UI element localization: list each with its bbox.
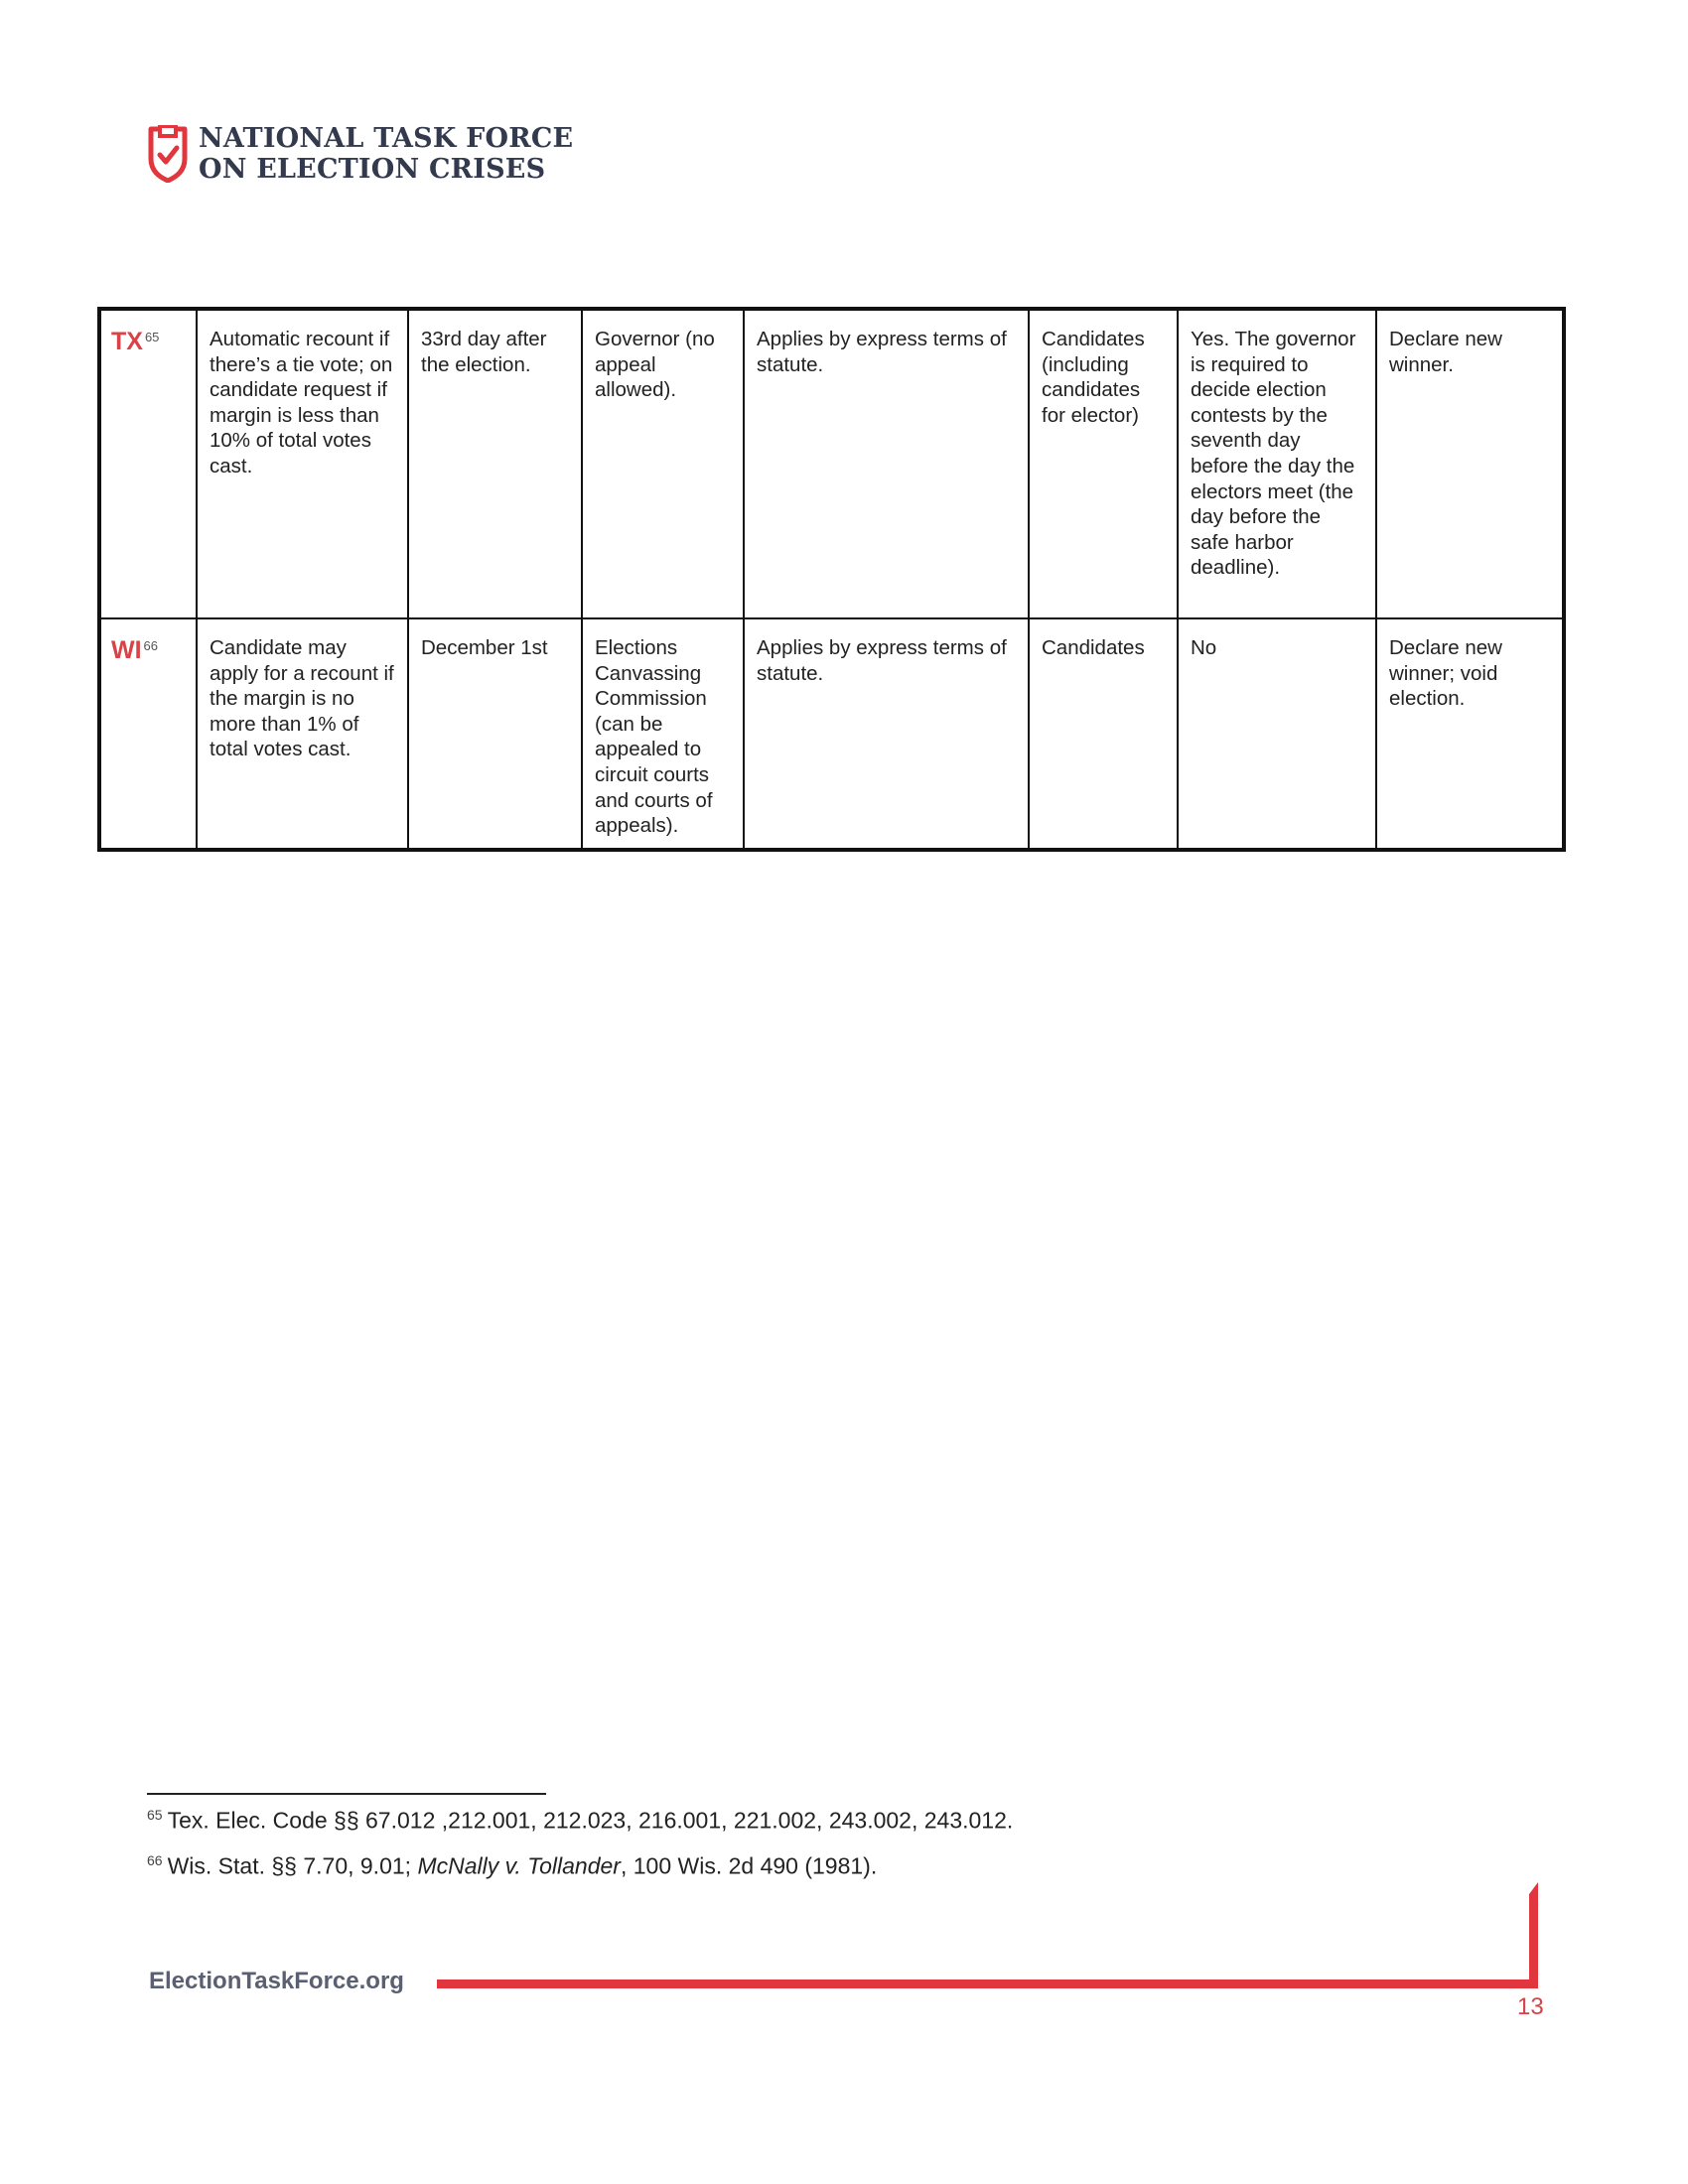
contest-decider-cell: Governor (no appeal allowed).	[582, 309, 744, 618]
footer-accent-notch	[1529, 1882, 1538, 1894]
table-row	[99, 309, 1564, 618]
presidential-applicability-cell: Applies by express terms of statute.	[744, 618, 1029, 850]
recount-laws-table	[97, 307, 1566, 852]
footer-accent-line	[437, 1979, 1537, 1988]
who-may-contest-cell: Candidates	[1029, 618, 1178, 850]
table-row	[99, 618, 1564, 850]
page-number: 13	[1517, 1993, 1544, 2020]
org-name-line1: NATIONAL TASK FORCE	[199, 123, 574, 154]
footnote-reference[interactable]: 65	[144, 330, 160, 344]
footnote-number: 65	[147, 1807, 163, 1823]
recount-deadline-cell: December 1st	[408, 618, 582, 850]
footnote-66	[147, 1852, 877, 1880]
org-name-line2: ON ELECTION CRISES	[199, 154, 546, 185]
footer-website-link[interactable]: ElectionTaskForce.org	[149, 1968, 404, 1994]
recount-deadline-cell: 33rd day after the election.	[408, 309, 582, 618]
shield-ballot-check-icon	[147, 125, 189, 183]
recount-trigger-cell: Candidate may apply for a recount if the margin is no more than 1% of total votes cast.	[197, 618, 408, 850]
remedy-cell: Declare new winner; void election.	[1376, 618, 1564, 850]
remedy-cell: Declare new winner.	[1376, 309, 1564, 618]
footnote-65	[147, 1807, 1013, 1835]
footer-accent-vertical	[1529, 1882, 1538, 1988]
state-cell	[99, 618, 197, 850]
footnote-number: 66	[147, 1852, 163, 1868]
org-logo	[147, 121, 574, 189]
footnote-text-before: Wis. Stat. §§ 7.70, 9.01;	[167, 1852, 418, 1879]
org-name	[199, 123, 573, 185]
who-may-contest-cell: Candidates (including candidates for elector)	[1029, 309, 1178, 618]
footnote-divider	[147, 1793, 546, 1795]
footnote-text: Tex. Elec. Code §§ 67.012 ,212.001, 212.023, 216.001, 221.002, 243.002, 243.012.	[167, 1807, 1014, 1834]
deadline-cell: No	[1178, 618, 1376, 850]
footnote-text-after: , 100 Wis. 2d 490 (1981).	[620, 1852, 878, 1879]
case-name: McNally v. Tollander	[417, 1852, 621, 1879]
presidential-applicability-cell: Applies by express terms of statute.	[744, 309, 1029, 618]
state-abbreviation: TX	[111, 327, 143, 355]
state-cell	[99, 309, 197, 618]
footnote-reference[interactable]: 66	[143, 638, 159, 653]
contest-decider-cell: Elections Canvassing Commission (can be appealed to circuit courts and courts of appeals).	[582, 618, 744, 850]
recount-trigger-cell: Automatic recount if there’s a tie vote; on candidate request if margin is less than 10% of total votes cast.	[197, 309, 408, 618]
state-abbreviation: WI	[111, 635, 142, 664]
deadline-cell: Yes. The governor is required to decide election contests by the seventh day before the day the electors meet (the day before the safe harbor deadline).	[1178, 309, 1376, 618]
